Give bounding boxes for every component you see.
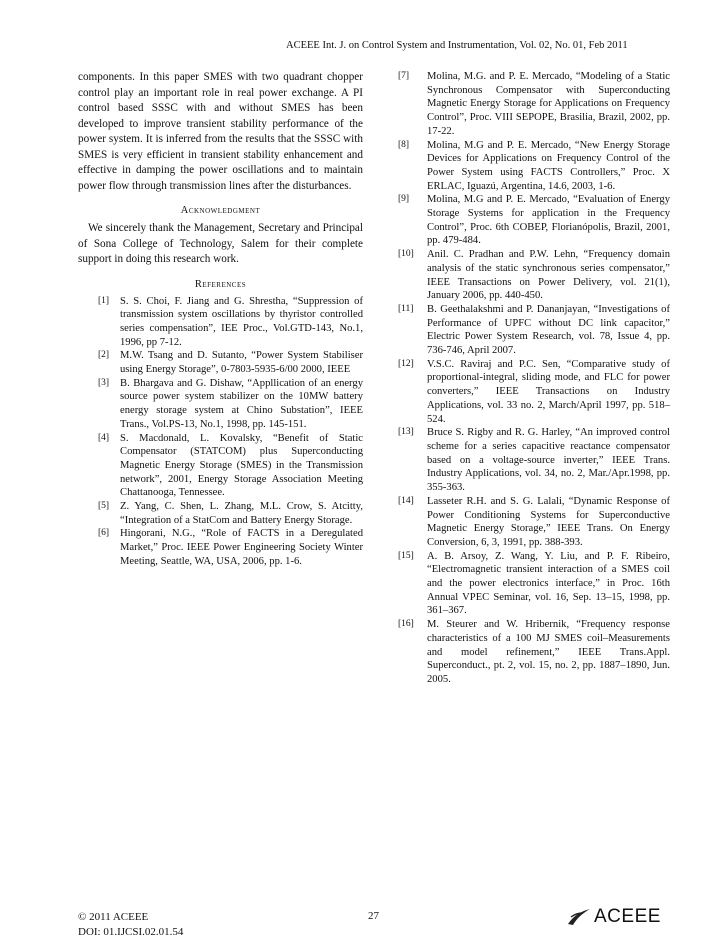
reference-item [398, 303, 670, 358]
reference-text: M. Steurer and W. Hribernik, “Frequency response characteristics of a 100 MJ SMES coil–Measurements and model refinement,” IEEE Trans.Appl. Superconduct., pt. 2, vol. 15, no. 2, pp. 1887–1890, Jun. 2005. [427, 619, 670, 685]
reference-number: [16] [398, 619, 414, 630]
reference-text: S. Macdonald, L. Kovalsky, “Benefit of Static Compensator (STATCOM) plus Superconducting Magnetic Energy Storage (SMES) in the Transmission network”, 2001, Energy Storage Association Meeting Chattanooga, Tennessee. [120, 432, 363, 499]
reference-item [398, 193, 670, 248]
reference-number: [11] [398, 303, 414, 314]
reference-item [398, 426, 670, 495]
reference-item [398, 139, 670, 194]
reference-number: [2] [98, 350, 110, 361]
reference-text: S. S. Choi, F. Jiang and G. Shrestha, “Suppression of transmission system oscillations by thyristor controlled series compensation”, IEE Proc., Vol.GTD-143, No.1, 1996, pp 7-12. [120, 295, 363, 348]
reference-item [398, 70, 670, 139]
doi-text: DOI: 01.IJCSI.02.01.54 [78, 926, 184, 938]
reference-number: [9] [398, 194, 410, 205]
reference-text: Lasseter R.H. and S. G. Lalali, “Dynamic Response of Power Conditioning Systems for Superconductive Magnetic Energy Storage,” IEEE Trans. On Energy Conversion, 6, 3, 1991, pp. 388-393. [427, 495, 670, 548]
reference-item [78, 349, 363, 376]
reference-number: [14] [398, 495, 414, 506]
reference-number: [13] [398, 427, 414, 438]
reference-item [78, 377, 363, 432]
reference-number: [5] [98, 501, 110, 512]
right-column [398, 70, 670, 687]
reference-item [398, 248, 670, 303]
reference-item [398, 550, 670, 619]
intro-paragraph: components. In this paper SMES with two quadrant chopper control play an important role in real power exchange. A PI control based SSSC with and without SMES has been developed to improve transient stability performance of the power system. It is inferred from the results that the SSSC with SMES is very efficient in transient stability enhancement and effective in damping the power oscillations and to maintain power flow through transmission lines after the disturbances. [78, 71, 363, 192]
reference-number: [3] [98, 377, 110, 388]
reference-number: [7] [398, 71, 410, 81]
reference-item [398, 358, 670, 427]
reference-list-left [78, 295, 363, 569]
reference-list-right [398, 70, 670, 687]
reference-number: [1] [98, 295, 110, 306]
logo-text: ACEEE [594, 906, 661, 927]
reference-text: A. B. Arsoy, Z. Wang, Y. Liu, and P. F. Ribeiro, “Electromagnetic transient interaction of a SMES coil and the power electronics interface,” in Proc. 16th Annual VPEC Seminar, vol. 16, Sep. 13–15, 1998, pp. 361–367. [427, 550, 670, 617]
aceee-logo [566, 906, 661, 928]
copyright-text: © 2011 ACEEE [78, 911, 149, 923]
reference-number: [8] [398, 139, 410, 150]
reference-number: [4] [98, 432, 110, 443]
reference-item [78, 527, 363, 568]
reference-text: Z. Yang, C. Shen, L. Zhang, M.L. Crow, S. Atcitty, “Integration of a StatCom and Battery Energy Storage. [120, 501, 363, 526]
reference-item [398, 618, 670, 687]
reference-text: Molina, M.G and P. E. Mercado, “New Energy Storage Devices for Applications on Frequency Control of the Power System using FACTS Controllers,” Proc. X ERLAC, Iguazú, Argentina, 14.6, 2003, 1-6. [427, 139, 670, 192]
acknowledgment-heading: Acknowledgment [180, 205, 261, 216]
left-column [78, 70, 363, 569]
reference-item [78, 432, 363, 501]
reference-number: [10] [398, 249, 414, 260]
reference-text: Hingorani, N.G., “Role of FACTS in a Deregulated Market,” Proc. IEEE Power Engineering Society Winter Meeting, Seattle, WA, USA, 2006, pp. 1-6. [120, 528, 363, 567]
reference-text: B. Bhargava and G. Dishaw, “Appllication of an energy source power system stabilizer on the 10MW battery energy storage system at Chino Substation”, IEEE Trans., Vol.PS-13, No.1, 1998, pp. 145-151. [120, 377, 363, 430]
reference-number: [6] [98, 528, 110, 539]
reference-item [78, 500, 363, 527]
running-header: ACEEE Int. J. on Control System and Instrumentation, Vol. 02, No. 01, Feb 2011 [286, 40, 628, 51]
footer-info [78, 910, 183, 940]
reference-text: M.W. Tsang and D. Sutanto, “Power System Stabiliser using Energy Storage”, 0-7803-5935-6/00 2000, IEEE [120, 350, 363, 376]
acknowledgment-text: We sincerely thank the Management, Secretary and Principal of Sona College of Technology, Salem for their complete support in doing this research work. [78, 222, 363, 265]
reference-item [78, 295, 363, 350]
reference-text: Anil. C. Pradhan and P.W. Lehn, “Frequency domain analysis of the static synchronous series compensator,” IEEE Transactions on Power Delivery, vol. 21(1), January 2006, pp. 440-450. [427, 249, 670, 302]
reference-item [398, 495, 670, 550]
reference-number: [15] [398, 550, 414, 561]
reference-text: Molina, M.G. and P. E. Mercado, “Modeling of a Static Synchronous Compensator with Superconducting Magnetic Energy Storage for Applications on Frequency Control”, Proc. VIII SEPOPE, Brasilia, Brazil, 2002, pp. 17-22. [427, 71, 670, 137]
page-number: 27 [368, 910, 379, 922]
references-heading: References [194, 278, 247, 290]
swoosh-icon [566, 907, 592, 927]
reference-text: Bruce S. Rigby and R. G. Harley, “An improved control scheme for a series capacitive reactance compensator based on a voltage-source inverter,” IEEE Trans. Industry Applications, vol. 34, no. 2, Mar./Apr.1998, pp. 355-363. [427, 427, 670, 494]
reference-text: B. Geethalakshmi and P. Dananjayan, “Investigations of Performance of UPFC without DC link capacitor,” Electric Power System Research, vol. 78, Issue 4, pp. 736-746, April 2007. [427, 303, 670, 357]
reference-number: [12] [398, 358, 414, 369]
reference-text: V.S.C. Raviraj and P.C. Sen, “Comparative study of proportional-integral, sliding mode, and FLC for power converters,” IEEE Transactions on Industry Applications, vol. 33 no. 2, March/April 1997, pp. 518–524. [427, 358, 670, 425]
reference-text: Molina, M.G and P. E. Mercado, “Evaluation of Energy Storage Systems for application in the Frequency Control”, Proc. 6th COBEP, Florianópolis, Brazil, 2001, pp. 479-484. [427, 194, 670, 247]
